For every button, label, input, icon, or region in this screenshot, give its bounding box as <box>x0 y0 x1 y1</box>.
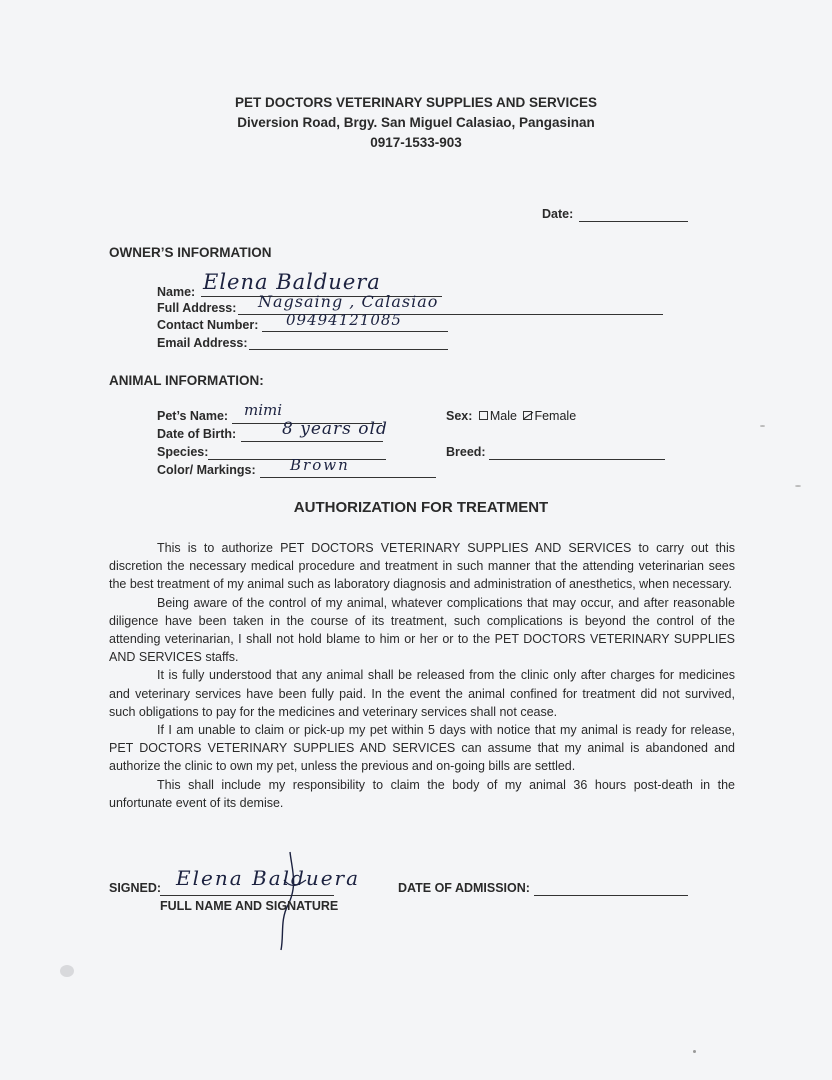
pet-name-value: mimi <box>244 401 283 419</box>
authorization-title: AUTHORIZATION FOR TREATMENT <box>293 499 549 516</box>
contact-line[interactable] <box>262 331 448 332</box>
paper-blemish <box>795 485 801 487</box>
authorization-paragraph: It is fully understood that any animal shall be released from the clinic only after charges for medicines and veterinary services have been fully paid. In the event the animal confined for treatment did not survived, such obligations to pay for the medicines and veterinary services shall not cease. <box>109 668 735 719</box>
contact-label: Contact Number: <box>157 318 259 332</box>
pet-name-label: Pet’s Name: <box>157 409 229 423</box>
color-label: Color/ Markings: <box>157 463 256 477</box>
color-value: Brown <box>290 456 350 474</box>
sex-field <box>446 409 576 423</box>
authorization-paragraph: This is to authorize PET DOCTORS VETERINARY SUPPLIES AND SERVICES to carry out this discretion the necessary medical procedure and treatment in such manner that the attending veterinarian sees the best treatment of my animal such as laboratory diagnosis and administration of anesthetics, when necessary. <box>109 541 735 592</box>
date-field-line[interactable] <box>579 221 688 222</box>
date-label: Date: <box>542 207 574 221</box>
clinic-phone: 0917-1533-903 <box>370 135 462 150</box>
color-line[interactable] <box>260 477 436 478</box>
dob-label: Date of Birth: <box>157 427 237 441</box>
breed-line[interactable] <box>489 459 665 460</box>
authorization-body <box>109 539 735 812</box>
male-option-label: Male <box>489 409 517 423</box>
owner-address-label: Full Address: <box>157 301 237 315</box>
signed-label: SIGNED: <box>109 881 162 895</box>
date-admission-line[interactable] <box>534 895 688 896</box>
signature-sublabel: FULL NAME AND SIGNATURE <box>160 899 339 913</box>
paper-blemish <box>693 1050 696 1053</box>
clinic-address: Diversion Road, Brgy. San Miguel Calasiao, Pangasinan <box>237 115 595 130</box>
paper-blemish <box>60 965 74 977</box>
authorization-paragraph: If I am unable to claim or pick-up my pet within 5 days with notice that my animal is ready for release, PET DOCTORS VETERINARY SUPPLIES AND SERVICES can assume that my animal is abandoned and authorize the clinic to own my pet, unless the previous and on-going bills are settled. <box>109 723 735 774</box>
dob-value: 8 years old <box>282 419 388 439</box>
owner-name-value: Elena Balduera <box>203 270 381 294</box>
paper-blemish <box>760 425 765 427</box>
email-label: Email Address: <box>157 336 248 350</box>
animal-section-title: ANIMAL INFORMATION: <box>109 373 264 388</box>
dob-line[interactable] <box>241 441 383 442</box>
date-admission-label: DATE OF ADMISSION: <box>398 881 530 895</box>
male-checkbox[interactable] <box>479 411 488 420</box>
breed-label: Breed: <box>446 445 486 459</box>
email-line[interactable] <box>249 349 448 350</box>
female-checkbox[interactable] <box>523 411 532 420</box>
clinic-header <box>0 93 832 153</box>
owner-section-title: OWNER’S INFORMATION <box>109 245 272 260</box>
owner-name-label: Name: <box>157 285 196 299</box>
female-option-label: Female <box>534 409 577 423</box>
contact-value: 09494121085 <box>286 311 402 329</box>
authorization-paragraph: Being aware of the control of my animal, whatever complications that may occur, and after reasonable diligence have been taken in the course of its treatment, such complications is beyond the control of the attending veterinarian, I shall not hold blame to him or her or to the PET DOCTORS VETERINARY SUPPLIES AND SERVICES staffs. <box>109 595 735 665</box>
clinic-name: PET DOCTORS VETERINARY SUPPLIES AND SERVICES <box>234 95 598 110</box>
sex-label: Sex: <box>446 409 473 423</box>
owner-address-value: Nagsaing , Calasiao <box>258 292 439 311</box>
species-label: Species: <box>157 445 209 459</box>
authorization-paragraph: This shall include my responsibility to claim the body of my animal 36 hours post-death in the unfortunate event of its demise. <box>109 777 735 810</box>
signature-value: Elena Balduera <box>176 866 361 890</box>
